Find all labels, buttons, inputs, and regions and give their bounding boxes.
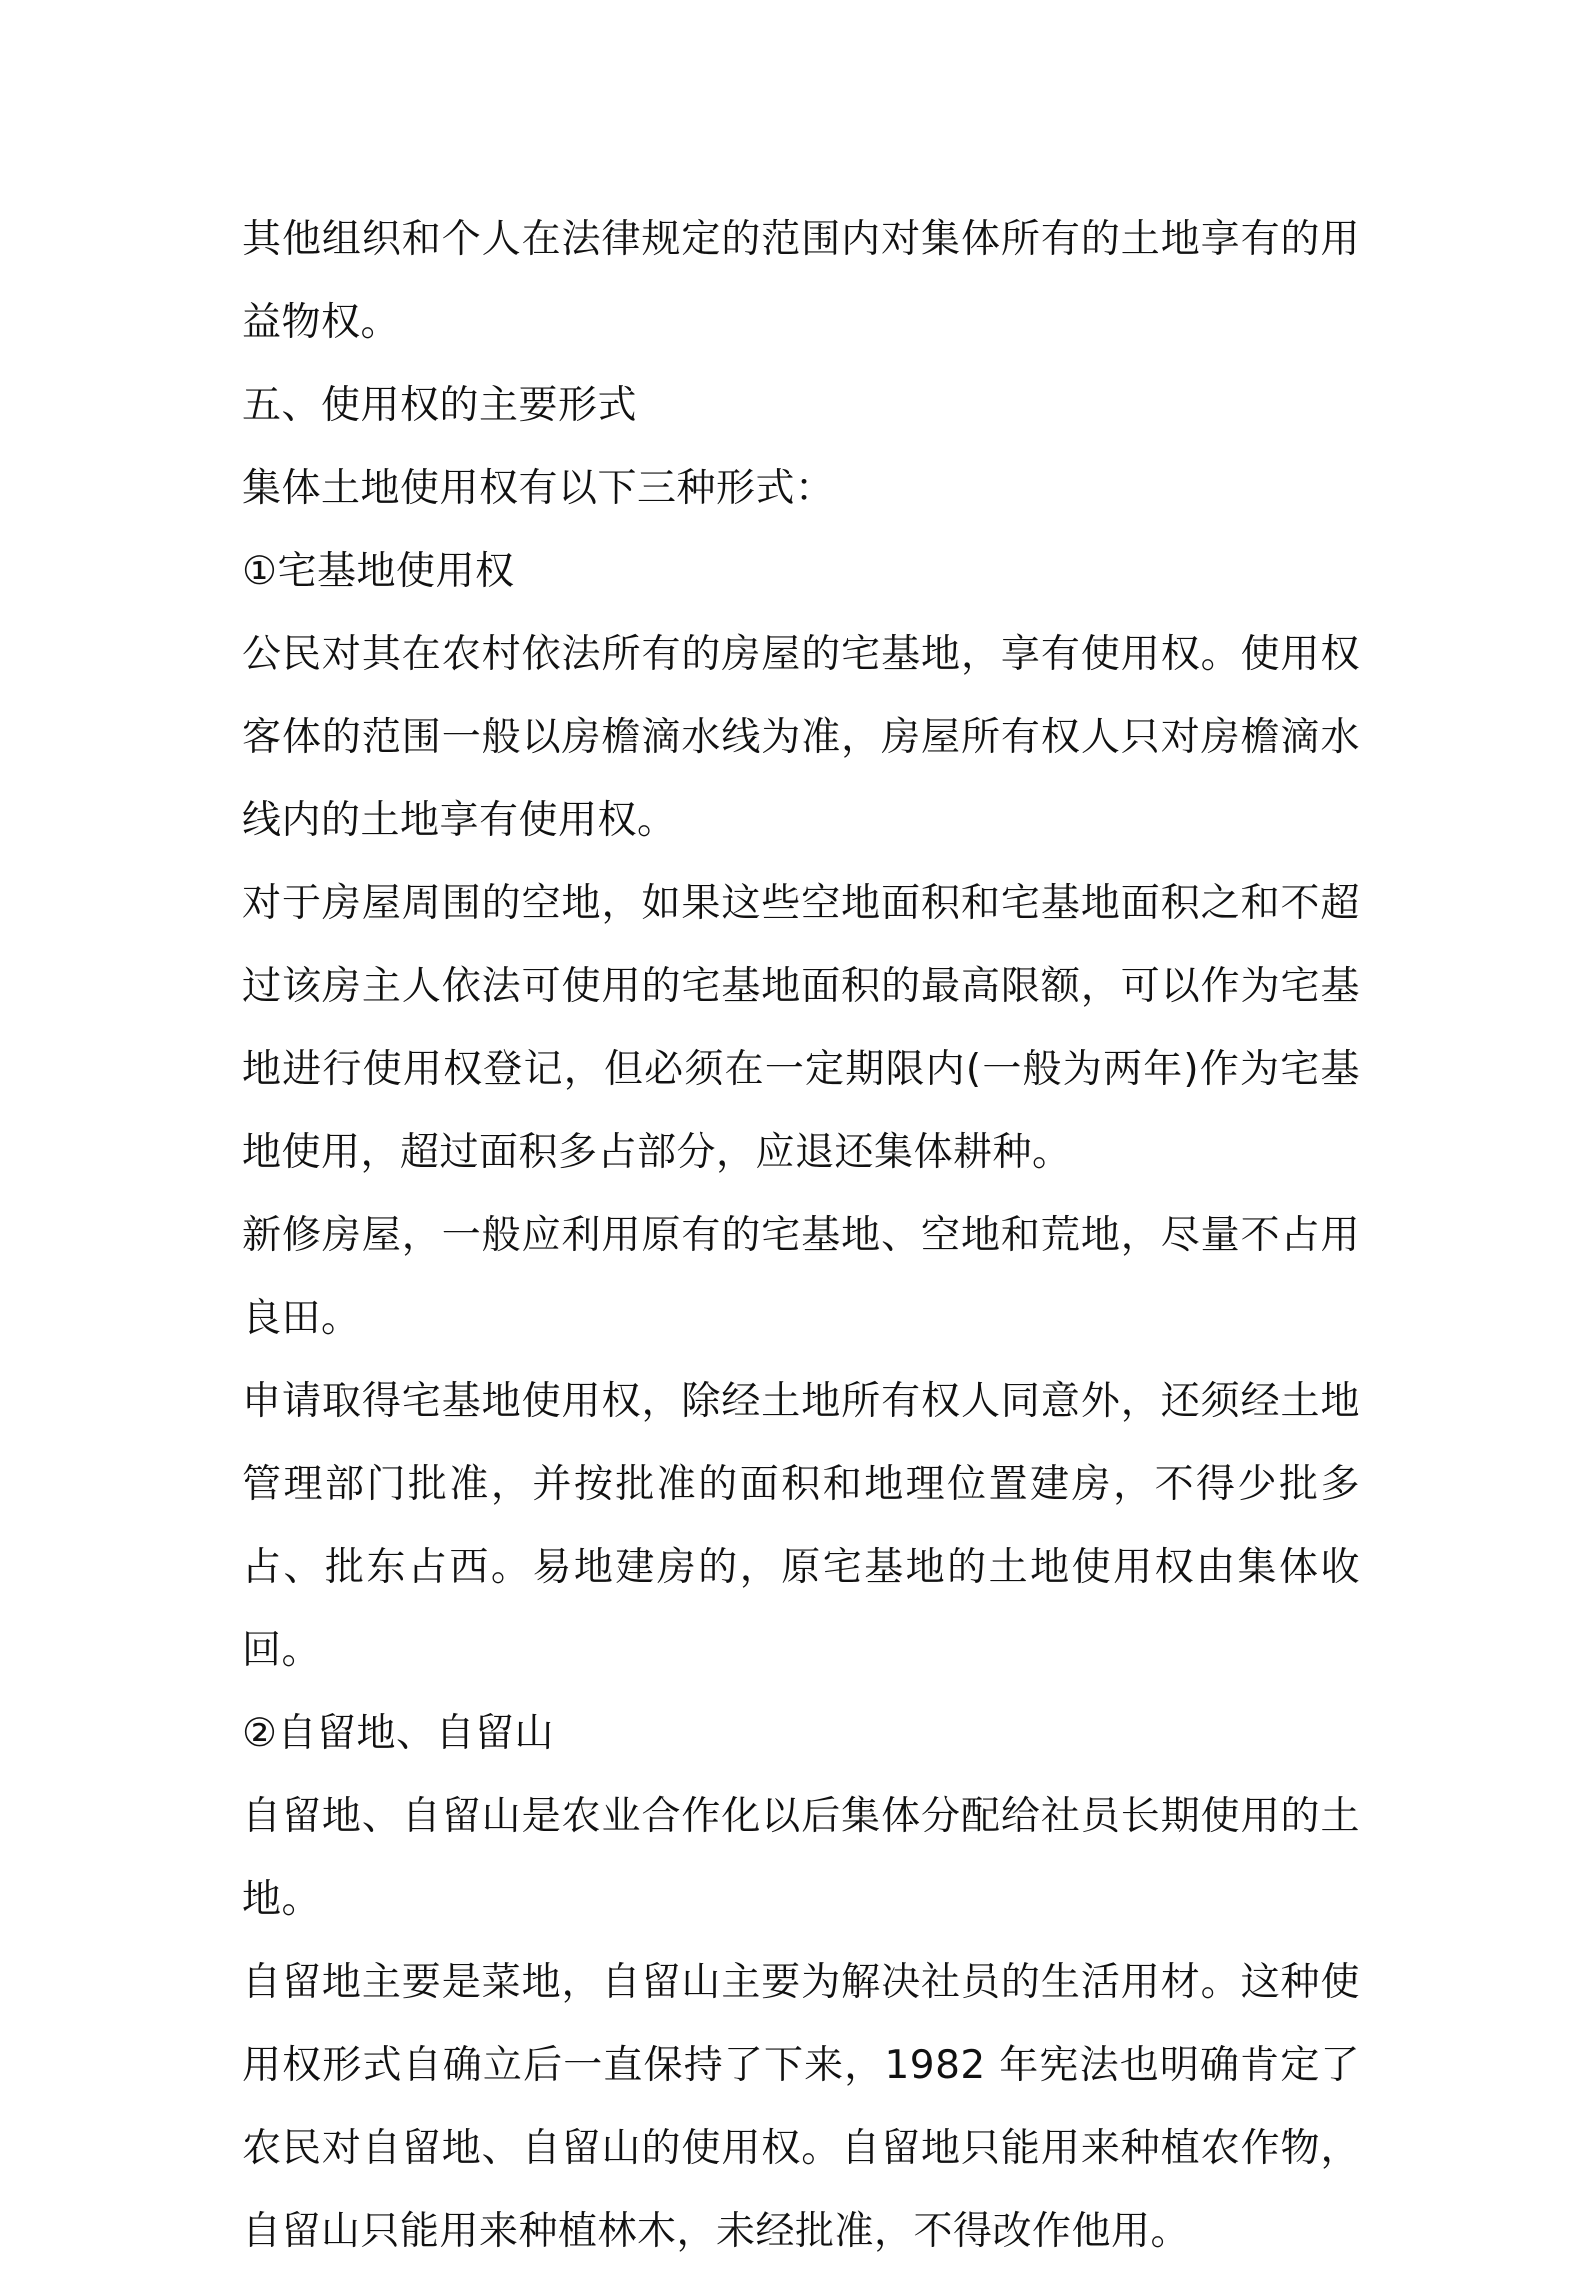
paragraph-intro: 集体土地使用权有以下三种形式： [242, 466, 835, 511]
document-body [242, 198, 1360, 2273]
paragraph-private-plots-intro: 自留地、自留山是农业合作化以后集体分配给社员长期使用的土地。 [242, 1794, 1360, 1922]
section-heading: 五、使用权的主要形式 [242, 383, 638, 428]
subsection-heading-homestead: ①宅基地使用权 [242, 549, 515, 594]
paragraph-open-land: 对于房屋周围的空地，如果这些空地面积和宅基地面积之和不超过该房主人依法可使用的宅基地面积的最高限额，可以作为宅基地进行使用权登记，但必须在一定期限内(一般为两年)作为宅基地使用，超过面积多占部分，应退还集体耕种。 [242, 881, 1360, 1175]
subsection-heading-private-plots: ②自留地、自留山 [242, 1711, 554, 1756]
paragraph-application: 申请取得宅基地使用权，除经土地所有权人同意外，还须经土地管理部门批准，并按批准的面积和地理位置建房，不得少批多占、批东占西。易地建房的，原宅基地的土地使用权由集体收回。 [242, 1379, 1360, 1673]
paragraph-homestead-scope: 公民对其在农村依法所有的房屋的宅基地，享有使用权。使用权客体的范围一般以房檐滴水线为准，房屋所有权人只对房檐滴水线内的土地享有使用权。 [242, 632, 1360, 843]
paragraph-new-houses: 新修房屋，一般应利用原有的宅基地、空地和荒地，尽量不占用良田。 [242, 1213, 1360, 1341]
paragraph-continuation: 其他组织和个人在法律规定的范围内对集体所有的土地享有的用益物权。 [242, 217, 1360, 345]
paragraph-private-plots-detail: 自留地主要是菜地，自留山主要为解决社员的生活用材。这种使用权形式自确立后一直保持了下来，1982 年宪法也明确肯定了农民对自留地、自留山的使用权。自留地只能用来种植农作物，自留山只能用来种植林木，未经批准，不得改作他用。 [242, 1960, 1360, 2254]
